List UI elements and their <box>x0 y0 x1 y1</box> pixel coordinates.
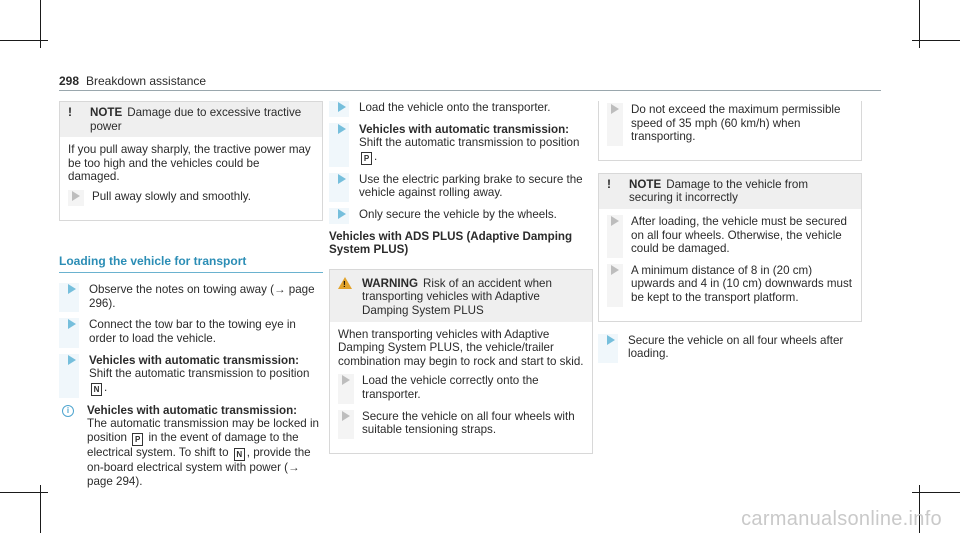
step-text: After loading, the vehicle must be secured on all four wheels. Otherwise, the vehicle could be damaged. <box>631 214 847 256</box>
column-3 <box>598 101 862 369</box>
crop-mark <box>912 40 960 41</box>
step-text: Do not exceed the maximum permissible speed of 35 mph (60 km/h) when transporting. <box>631 103 841 144</box>
page-number: 298 <box>59 74 80 88</box>
info-heading: Vehicles with automatic transmission: <box>87 403 298 417</box>
note-label: NOTE <box>90 106 123 119</box>
ads-heading: Vehicles with ADS PLUS (Adaptive Damping System PLUS) <box>329 229 573 257</box>
arrow-icon <box>68 319 76 329</box>
step-text: Pull away slowly and smoothly. <box>92 189 251 203</box>
list-item <box>329 173 593 200</box>
step-text: Only secure the vehicle by the wheels. <box>359 207 557 221</box>
column-1 <box>59 101 323 488</box>
list-item <box>59 318 323 345</box>
arrow-icon <box>607 335 615 345</box>
warning-icon <box>338 277 352 289</box>
step-heading: Vehicles with automatic transmission: <box>89 353 300 367</box>
section-title: Loading the vehicle for transport <box>59 253 247 268</box>
section-divider <box>59 272 323 273</box>
list-item <box>68 190 314 204</box>
arrow-icon <box>611 265 619 275</box>
note-body: If you pull away sharply, the tractive power may be too high and the vehicles could be damaged. <box>68 143 311 184</box>
step-text: Load the vehicle correctly onto the transporter. <box>362 374 539 401</box>
note-title: Damage to the vehicle from securing it incorrectly <box>629 177 808 205</box>
list-item <box>607 103 853 144</box>
list-item <box>607 264 853 305</box>
list-item <box>59 283 323 310</box>
step-text: Connect the tow bar to the towing eye in order to load the vehicle. <box>89 318 296 345</box>
warning-box <box>329 269 593 454</box>
notice-icon: ! <box>68 105 72 119</box>
page-header-title: Breakdown assistance <box>86 74 207 88</box>
header-divider <box>59 90 881 91</box>
step-heading: Vehicles with automatic transmission: <box>359 122 570 136</box>
gear-p-icon: P <box>361 152 372 165</box>
gear-p-icon: P <box>132 433 143 446</box>
arrow-icon <box>68 284 76 294</box>
step-text: A minimum distance of 8 in (20 cm) upwards and 4 in (10 cm) downwards must be kept to the transport platform. <box>631 263 853 304</box>
info-icon: i <box>62 405 74 417</box>
notice-icon: ! <box>607 176 611 191</box>
list-item <box>329 208 593 222</box>
list-item: Vehicles with automatic transmission: Shift the automatic transmission to position P . <box>329 123 593 165</box>
info-text: , provide the on-board electrical system with power (→ page 294). <box>87 445 311 488</box>
column-2 <box>329 101 593 454</box>
info-text: in the event of damage to the electrical system. To shift to <box>87 430 299 459</box>
arrow-icon <box>342 375 350 385</box>
note-box <box>598 173 862 322</box>
step-text: Secure the vehicle on all four wheels with suitable tensioning straps. <box>362 409 575 437</box>
list-item <box>338 410 584 437</box>
note-title: Damage due to excessive tractive power <box>90 106 302 133</box>
list-item <box>329 101 593 115</box>
arrow-icon <box>338 209 346 219</box>
arrow-icon <box>338 174 346 184</box>
arrow-icon <box>68 355 76 365</box>
step-text: Shift the automatic transmission to position <box>89 367 310 381</box>
step-text: Secure the vehicle on all four wheels after loading. <box>628 333 844 361</box>
crop-mark <box>912 492 960 493</box>
arrow-icon <box>342 411 350 421</box>
warning-box-continued <box>598 101 862 161</box>
step-text: Observe the notes on towing away (→ page 296). <box>89 283 315 310</box>
info-note <box>59 404 323 488</box>
arrow-icon <box>338 102 346 112</box>
warning-label: WARNING <box>362 276 419 290</box>
arrow-icon <box>611 216 619 226</box>
step-text: Load the vehicle onto the transporter. <box>359 101 551 114</box>
step-text: Use the electric parking brake to secure the vehicle against rolling away. <box>359 172 583 200</box>
note-box <box>59 101 323 221</box>
crop-mark <box>0 492 48 493</box>
list-item <box>598 334 862 361</box>
warning-title: Risk of an accident when transporting vehicles with Adaptive Damping System PLUS <box>362 276 552 317</box>
list-item <box>338 374 584 401</box>
arrow-icon <box>338 124 346 134</box>
gear-n-icon: N <box>91 383 102 396</box>
info-text: The automatic transmission may be locked in position <box>87 417 319 444</box>
watermark: carmanualsonline.info <box>741 508 942 531</box>
warning-body: When transporting vehicles with Adaptive Damping System PLUS, the vehicle/trailer combination may begin to rock and start to skid. <box>338 327 584 368</box>
crop-mark <box>0 40 48 41</box>
list-item <box>607 215 853 256</box>
step-text: Shift the automatic transmission to position <box>359 136 580 150</box>
gear-n-icon: N <box>234 448 245 461</box>
arrow-icon <box>611 104 619 114</box>
note-label: NOTE <box>629 177 662 191</box>
arrow-icon <box>72 191 80 201</box>
list-item: Vehicles with automatic transmission: Shift the automatic transmission to position N . <box>59 354 323 396</box>
